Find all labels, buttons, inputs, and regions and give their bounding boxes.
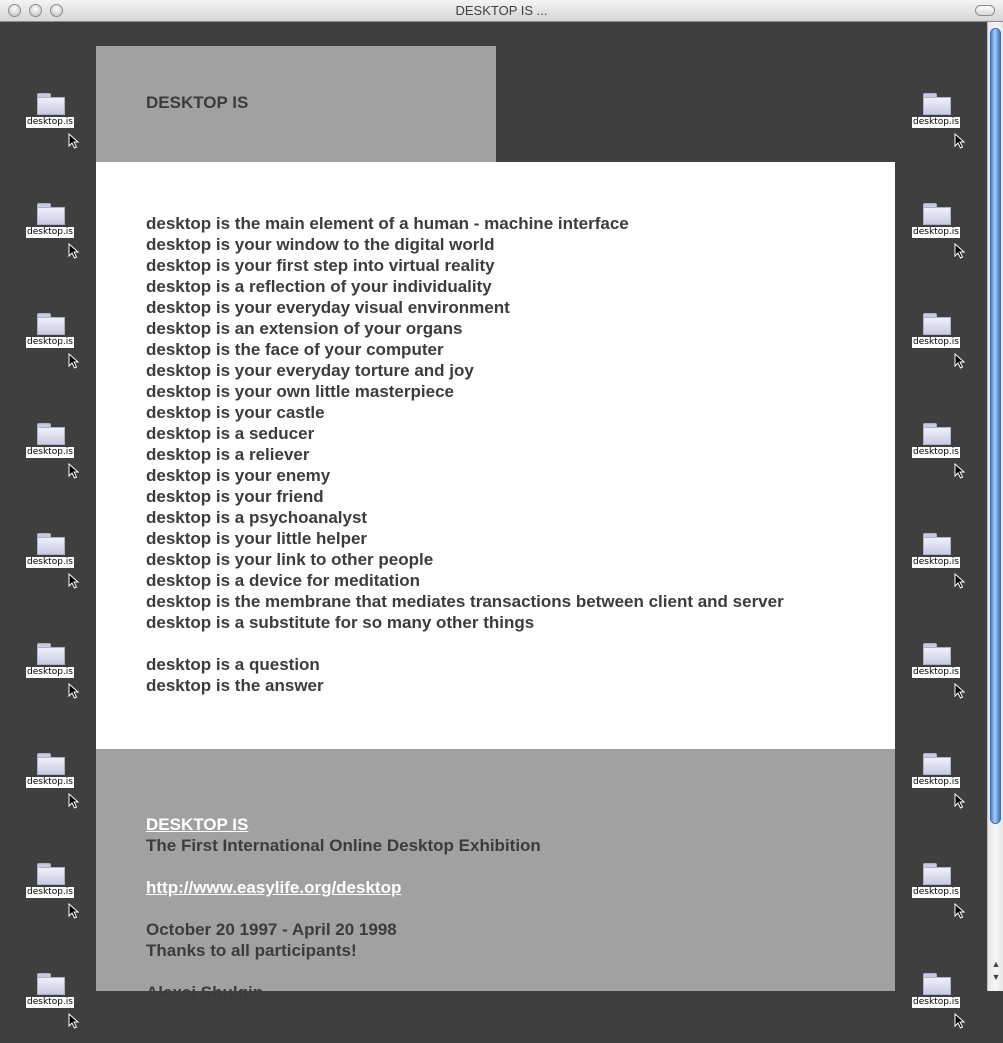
main-panel	[96, 162, 895, 749]
folder-label: desktop.is	[913, 667, 959, 677]
definition-line: desktop is your link to other people	[146, 550, 434, 569]
definition-line: desktop is the face of your computer	[146, 340, 444, 359]
mouse-pointer-icon	[68, 573, 80, 589]
definition-line: desktop is your everyday visual environment	[146, 298, 510, 317]
desktop-folder-icon[interactable]	[912, 533, 982, 603]
window-title: DESKTOP IS ...	[455, 3, 548, 18]
folder-label: desktop.is	[27, 667, 73, 677]
folder-icon	[37, 313, 65, 335]
definition-line: desktop is a reliever	[146, 445, 310, 464]
definition-line: desktop is an extension of your organs	[146, 319, 463, 338]
folder-label: desktop.is	[27, 887, 73, 897]
folder-label: desktop.is	[913, 227, 959, 237]
window-title-bar	[0, 0, 1003, 22]
definition-line: desktop is a device for meditation	[146, 571, 420, 590]
mouse-pointer-icon	[68, 243, 80, 259]
mouse-pointer-icon	[954, 243, 966, 259]
folder-label: desktop.is	[27, 447, 73, 457]
closing-line: desktop is the answer	[146, 676, 324, 695]
desktop-folder-icon[interactable]	[912, 203, 982, 273]
folder-icon	[37, 423, 65, 445]
definition-line: desktop is your everyday torture and joy	[146, 361, 474, 380]
folder-label: desktop.is	[27, 337, 73, 347]
folder-icon	[37, 863, 65, 885]
folder-label: desktop.is	[27, 777, 73, 787]
folder-label: desktop.is	[913, 447, 959, 457]
mouse-pointer-icon	[68, 793, 80, 809]
folder-icon	[923, 423, 951, 445]
folder-icon	[923, 533, 951, 555]
definition-line: desktop is a seducer	[146, 424, 315, 443]
folder-label: desktop.is	[913, 117, 959, 127]
author-name: Alexei Shulgin	[146, 983, 264, 1002]
folder-label: desktop.is	[27, 557, 73, 567]
mouse-pointer-icon	[954, 353, 966, 369]
desktop-folder-icon[interactable]	[26, 643, 96, 713]
folder-label: desktop.is	[913, 777, 959, 787]
folder-icon	[923, 863, 951, 885]
definition-line: desktop is a substitute for so many other things	[146, 613, 535, 632]
folder-label: desktop.is	[27, 117, 73, 127]
desktop-folder-icon[interactable]	[26, 423, 96, 493]
folder-label: desktop.is	[913, 337, 959, 347]
mouse-pointer-icon	[954, 903, 966, 919]
definition-line: desktop is a reflection of your individuality	[146, 277, 492, 296]
scroll-up-arrow-icon[interactable]: ▲	[991, 959, 1001, 969]
exhibition-dates: October 20 1997 - April 20 1998	[146, 920, 397, 939]
folder-icon	[923, 753, 951, 775]
desktop-folder-icon[interactable]	[26, 533, 96, 603]
definition-line: desktop is a psychoanalyst	[146, 508, 368, 527]
mouse-pointer-icon	[68, 1013, 80, 1029]
closing-line: desktop is a question	[146, 655, 320, 674]
thanks-text: Thanks to all participants!	[146, 941, 357, 960]
mouse-pointer-icon	[954, 463, 966, 479]
desktop-folder-icon[interactable]	[26, 863, 96, 933]
folder-label: desktop.is	[913, 557, 959, 567]
desktop-folder-icon[interactable]	[912, 643, 982, 713]
desktop-folder-icon[interactable]	[912, 973, 982, 1043]
mouse-pointer-icon	[954, 1013, 966, 1029]
definition-line: desktop is your castle	[146, 403, 325, 422]
folder-label: desktop.is	[27, 227, 73, 237]
folder-icon	[37, 533, 65, 555]
desktop-folder-icon[interactable]	[26, 753, 96, 823]
footer-panel	[96, 749, 895, 1002]
closing-list	[146, 654, 324, 696]
page-title: DESKTOP IS	[146, 93, 249, 112]
desktop-folder-icon[interactable]	[26, 313, 96, 383]
desktop-folder-icon[interactable]	[912, 93, 982, 163]
definition-line: desktop is your own little masterpiece	[146, 382, 454, 401]
desktop-folder-icon[interactable]	[912, 313, 982, 383]
folder-icon	[923, 203, 951, 225]
definition-line: desktop is your friend	[146, 487, 324, 506]
mouse-pointer-icon	[68, 133, 80, 149]
scroll-thumb[interactable]	[990, 28, 1001, 824]
mouse-pointer-icon	[68, 903, 80, 919]
definition-line: desktop is your first step into virtual reality	[146, 256, 495, 275]
definition-list	[146, 213, 784, 633]
exhibition-title-link[interactable]: DESKTOP IS	[146, 815, 249, 834]
header-panel	[96, 46, 496, 162]
desktop-folder-icon[interactable]	[912, 863, 982, 933]
desktop-folder-icon[interactable]	[26, 973, 96, 1043]
definition-line: desktop is your little helper	[146, 529, 368, 548]
exhibition-url-link[interactable]: http://www.easylife.org/desktop	[146, 878, 402, 897]
desktop-folder-icon[interactable]	[26, 93, 96, 163]
mouse-pointer-icon	[954, 683, 966, 699]
folder-label: desktop.is	[27, 997, 73, 1007]
definition-line: desktop is the main element of a human - machine interface	[146, 214, 629, 233]
definition-line: desktop is your enemy	[146, 466, 331, 485]
folder-icon	[923, 313, 951, 335]
folder-label: desktop.is	[913, 887, 959, 897]
folder-icon	[37, 93, 65, 115]
folder-icon	[923, 643, 951, 665]
folder-label: desktop.is	[913, 997, 959, 1007]
mouse-pointer-icon	[954, 793, 966, 809]
folder-icon	[37, 643, 65, 665]
folder-icon	[37, 973, 65, 995]
folder-icon	[37, 203, 65, 225]
desktop-folder-icon[interactable]	[912, 423, 982, 493]
desktop-folder-icon[interactable]	[912, 753, 982, 823]
definition-line: desktop is the membrane that mediates transactions between client and server	[146, 592, 784, 611]
folder-icon	[923, 93, 951, 115]
scroll-down-arrow-icon[interactable]: ▼	[991, 972, 1001, 982]
folder-icon	[923, 973, 951, 995]
exhibition-subtitle: The First International Online Desktop Exhibition	[146, 836, 541, 855]
toolbar-toggle-button[interactable]	[975, 5, 995, 16]
folder-icon	[37, 753, 65, 775]
mouse-pointer-icon	[954, 133, 966, 149]
mouse-pointer-icon	[68, 683, 80, 699]
mouse-pointer-icon	[954, 573, 966, 589]
mouse-pointer-icon	[68, 353, 80, 369]
vertical-scrollbar[interactable]	[987, 22, 1003, 991]
definition-line: desktop is your window to the digital world	[146, 235, 495, 254]
mouse-pointer-icon	[68, 463, 80, 479]
desktop-folder-icon[interactable]	[26, 203, 96, 273]
